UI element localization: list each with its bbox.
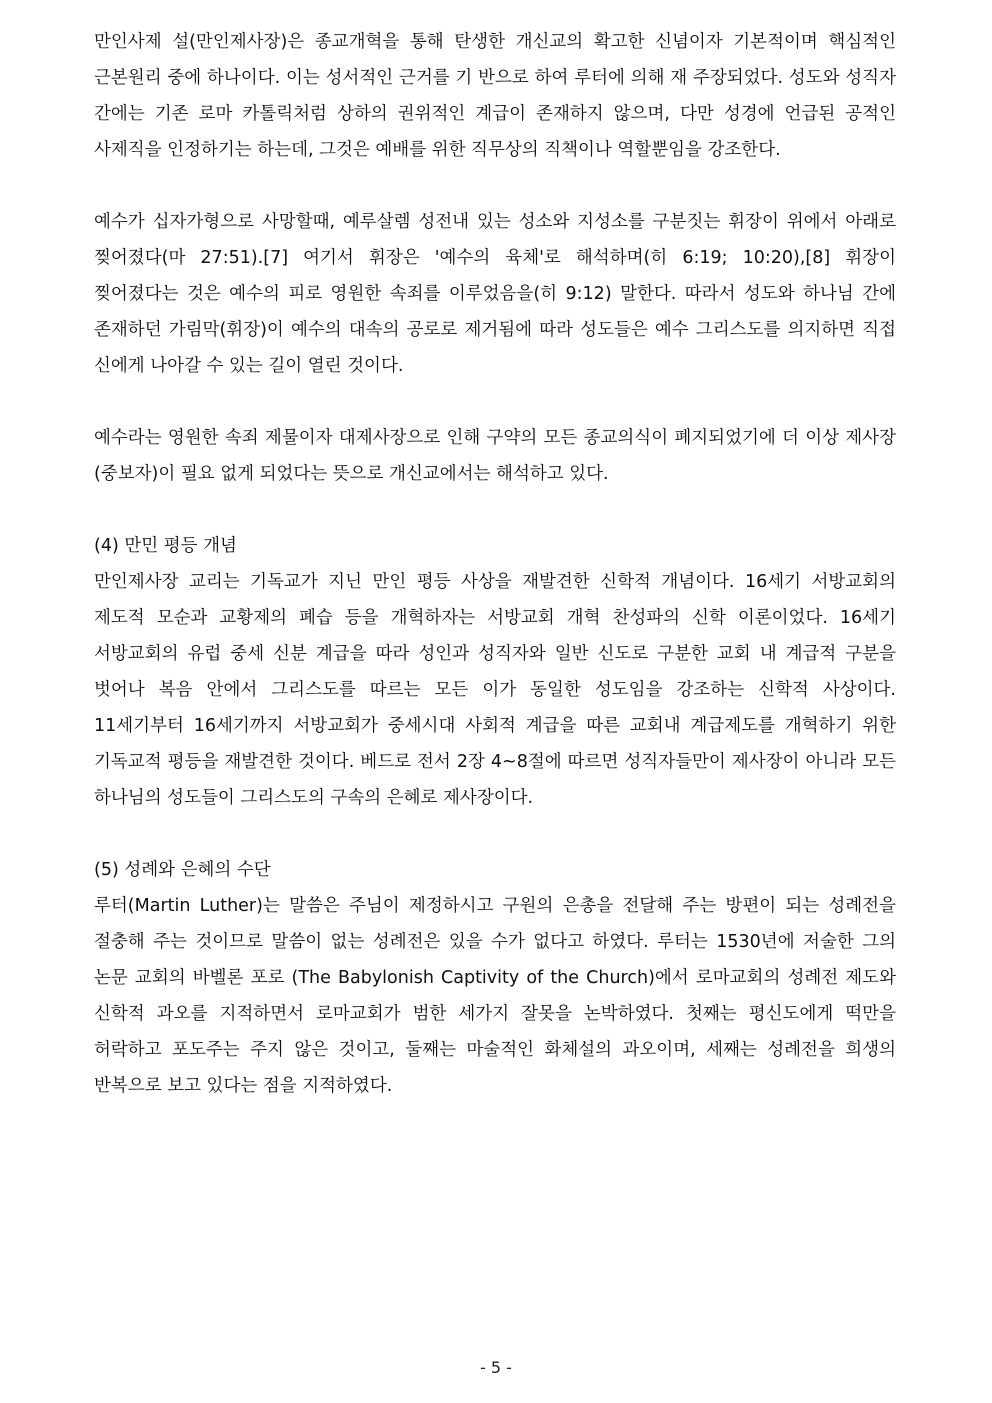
section-5-body: 루터(Martin Luther)는 말씀은 주님이 제정하시고 구원의 은총을 전달해 주는 방편이 되는 성례전을 절충해 주는 것이므로 말씀이 없는 성례전은 있을 수가 없다고 하였다. 루터는 1530년에 저술한 그의 논문 교회의 바벨론 포로 (The Babylonish Captivity of the Church)에서 로마교회의 성례전 제도와 신학적 과오를 지적하면서 로마교회가 범한 세가지 잘못을 논박하였다. 첫째는 평신도에게 떡만을 허락하고 포도주는 주지 않은 것이고, 둘째는 마술적인 화체설의 과오이며, 세째는 성례전을 희생의 반복으로 보고 있다는 점을 지적하였다. (94, 896, 896, 1096)
section-5-heading: (5) 성례와 은혜의 수단 (94, 860, 271, 880)
section-4-body: 만인제사장 교리는 기독교가 지닌 만인 평등 사상을 재발견한 신학적 개념이다. 16세기 서방교회의 제도적 모순과 교황제의 폐습 등을 개혁하자는 서방교회 개혁 찬성파의 신학 이론이었다. 16세기 서방교회의 유럽 중세 신분 계급을 따라 성인과 성직자와 일반 신도로 구분한 교회 내 계급적 구분을 벗어나 복음 안에서 그리스도를 따르는 모든 이가 동일한 성도임을 강조하는 신학적 사상이다. 11세기부터 16세기까지 서방교회가 중세시대 사회적 계급을 따른 교회내 계급제도를 개혁하기 위한 기독교적 평등을 재발견한 것이다. 베드로 전서 2장 4~8절에 따르면 성직자들만이 제사장이 아니라 모든 하나님의 성도들이 그리스도의 구속의 은혜로 제사장이다. (94, 572, 896, 808)
section-4-heading: (4) 만민 평등 개념 (94, 536, 237, 556)
paragraph-3: 예수라는 영원한 속죄 제물이자 대제사장으로 인해 구약의 모든 종교의식이 폐지되었기에 더 이상 제사장(중보자)이 필요 없게 되었다는 뜻으로 개신교에서는 해석하고 있다. (94, 428, 896, 484)
paragraph-gap (94, 492, 896, 528)
page-number: - 5 - (480, 1358, 512, 1377)
paragraph-gap (94, 384, 896, 420)
paragraph-gap (94, 168, 896, 204)
paragraph-1: 만인사제 설(만인제사장)은 종교개혁을 통해 탄생한 개신교의 확고한 신념이자 기본적이며 핵심적인 근본원리 중에 하나이다. 이는 성서적인 근거를 기 반으로 하여 루터에 의해 재 주장되었다. 성도와 성직자 간에는 기존 로마 카톨릭처럼 상하의 권위적인 계급이 존재하지 않으며, 다만 성경에 언급된 공적인 사제직을 인정하기는 하는데, 그것은 예배를 위한 직무상의 직책이나 역할뿐임을 강조한다. (94, 32, 896, 160)
paragraph-2: 예수가 십자가형으로 사망할때, 예루살렘 성전내 있는 성소와 지성소를 구분짓는 휘장이 위에서 아래로 찢어졌다(마 27:51).[7] 여기서 휘장은 '예수의 육체'로 해석하며(히 6:19; 10:20),[8] 휘장이 찢어졌다는 것은 예수의 피로 영원한 속죄를 이루었음을(히 9:12) 말한다. 따라서 성도와 하나님 간에 존재하던 가림막(휘장)이 예수의 대속의 공로로 제거됨에 따라 성도들은 예수 그리스도를 의지하면 직접 신에게 나아갈 수 있는 길이 열린 것이다. (94, 212, 896, 376)
paragraph-gap (94, 816, 896, 852)
document-body (94, 24, 896, 1104)
